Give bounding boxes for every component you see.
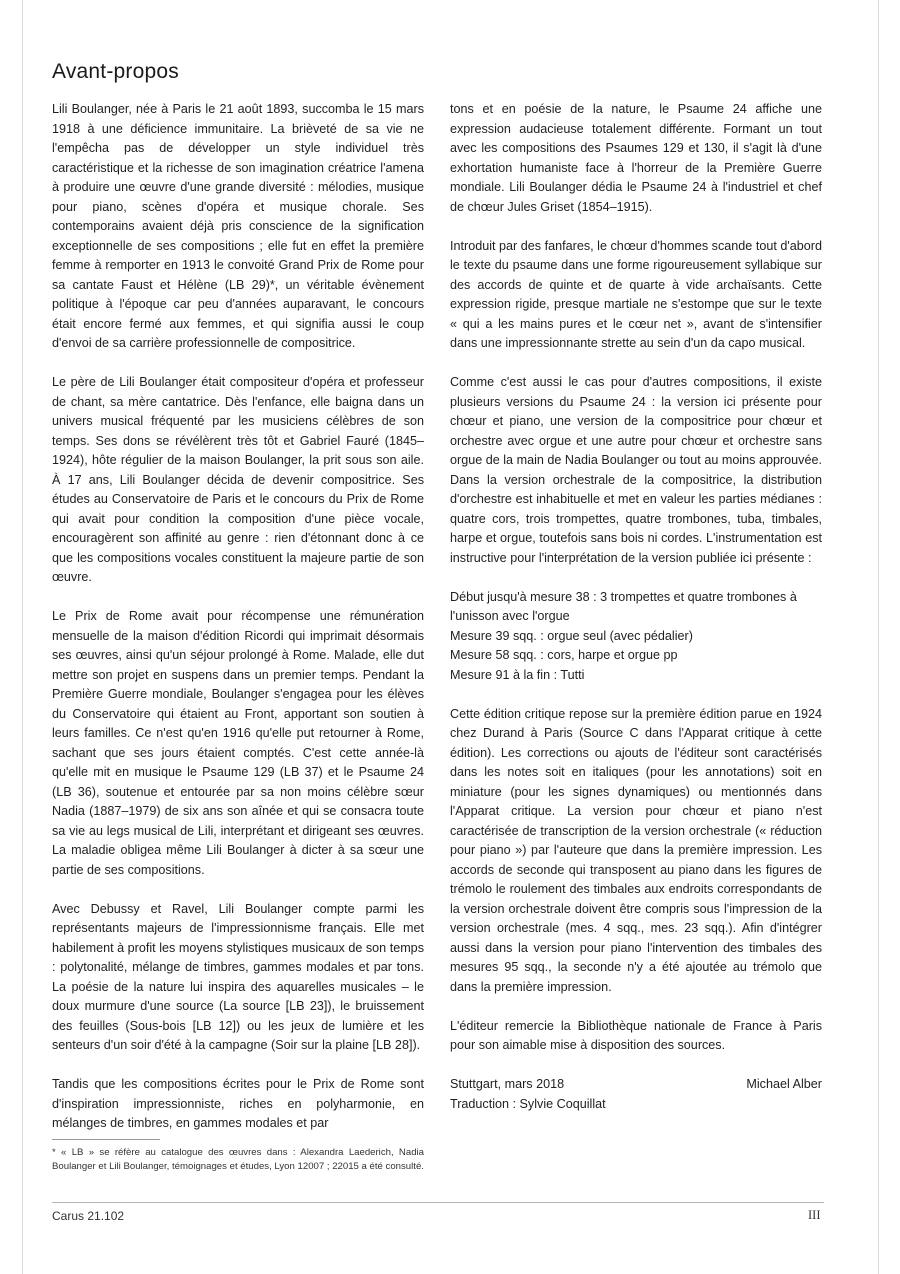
instrumentation-item: Mesure 39 sqq. : orgue seul (avec pédalier) [450, 628, 693, 643]
paragraph-versions: Comme c'est aussi le cas pour d'autres compositions, il existe plusieurs versions du Psaume 24 : la version ici présente pour chœur et piano, une version de la compositrice pour chœur et orchestre avec orgue et une autre pour chœur et orchestre sans orgue de la main de Nadia Boulanger ou tout au moins approuvée. Dans la version orchestrale de la compositrice, la distribution d'orchestre est inhabituelle et met en valeur les parties médianes : quatre cors, trois trompettes, quatre trombones, tuba, timbales, harpe et orgue, toutefois sans bois ni cordes. L'instrumentation est instructive pour l'interprétation de la version publiée ici présente : [450, 375, 822, 565]
footnote-rule [52, 1139, 160, 1140]
paragraph-acknowledgement: L'éditeur remercie la Bibliothèque nationale de France à Paris pour son aimable mise à disposition des sources. [450, 1018, 822, 1052]
paragraph-psaume-24: tons et en poésie de la nature, le Psaume 24 affiche une expression audacieuse totalement différente. Formant un tout avec les compositions des Psaumes 129 et 130, il s'agit là d'une exhortation humaniste face à l'horreur de la Première Guerre mondiale. Lili Boulanger dédia le Psaume 24 à l'industriel et chef de chœur Jules Griset (1854–1915). [450, 102, 822, 214]
signature-place-date: Stuttgart, mars 2018 [450, 1077, 565, 1091]
footer-publisher: Carus 21.102 [52, 1209, 125, 1223]
footnote: * « LB » se réfère au catalogue des œuvres dans : Alexandra Laederich, Nadia Boulanger et Lili Boulanger, témoignages et études, Lyon 12007 ; 22015 a été consulté. [52, 1147, 424, 1172]
page-title: Avant-propos [52, 60, 179, 83]
footer-rule [52, 1202, 824, 1203]
paragraph-biography: Lili Boulanger, née à Paris le 21 août 1893, succomba le 15 mars 1918 à une déficience immunitaire. La brièveté de sa vie ne l'empêcha pas de développer un style individuel très caractéristique et la richesse de son imagination créatrice l'amena à produire une œuvre d'une grande diversité : mélodies, musique pour piano, scènes d'opéra et musique chorale. Ses contemporains avaient déjà pris conscience de la signification exceptionnelle de ses compositions ; elle fut en effet la première femme à remporter en 1913 le convoité Grand Prix de Rome pour sa cantate Faust et Hélène (LB 29)*, un véritable évènement politique à l'époque car peu d'années auparavant, le concours était encore fermé aux femmes, et qui signifia aussi le coup d'envoi de sa carrière professionnelle de compositrice. [52, 102, 424, 350]
paragraph-fanfares: Introduit par des fanfares, le chœur d'hommes scande tout d'abord le texte du psaume dans une forme rigoureusement syllabique sur des accords de quinte et de quarte à vide archaïsants. Cette expression rigide, presque martiale ne s'estompe que sur le texte « qui a les mains pures et le cœur net », avant de s'intensifier dans une impressionnante strette au sein d'un da capo musical. [450, 238, 822, 350]
right-column [450, 100, 822, 1114]
page-border-right [878, 0, 879, 1274]
paragraph-family: Le père de Lili Boulanger était compositeur d'opéra et professeur de chant, sa mère cantatrice. Dès l'enfance, elle baigna dans un univers musical fréquenté par les musiciens célèbres de son temps. Ses dons se révélèrent très tôt et Gabriel Fauré (1845–1924), hôte régulier de la maison Boulanger, la prit sous son aile. À 17 ans, Lili Boulanger décida de devenir compositrice. Ses études au Conservatoire de Paris et le concours du Prix de Rome qui avait pour condition la composition d'une pièce vocale, encouragèrent son affinité au genre : rien d'étonnant donc à ce que les compositions vocales constituent la majeure partie de son œuvre. [52, 375, 424, 584]
translation-credit: Traduction : Sylvie Coquillat [450, 1096, 606, 1111]
paragraph-impressionism: Avec Debussy et Ravel, Lili Boulanger compte parmi les représentants majeurs de l'impressionnisme français. Elle met habilement à profit les moyens stylistiques musicaux de son temps : polytonalité, mélange de timbres, gammes modales et par tons. La poésie de la nature lui inspira des aquarelles musicales – le doux murmure d'une source (La source [LB 23]), le bruissement des feuilles (Sous-bois [LB 12]) ou les jeux de lumière et les senteurs d'un soir d'été à la campagne (Soir sur la plaine [LB 28]). [52, 901, 424, 1052]
instrumentation-list [450, 588, 822, 686]
paragraph-psaume-intro: Tandis que les compositions écrites pour le Prix de Rome sont d'inspiration impressionniste, riches en polyharmonie, en mélanges de timbres, en gammes modales et par [52, 1077, 424, 1130]
left-column [52, 100, 424, 1134]
instrumentation-item: Mesure 58 sqq. : cors, harpe et orgue pp [450, 648, 678, 662]
page-number: III [808, 1208, 821, 1222]
signature-line [450, 1075, 822, 1095]
instrumentation-item: Mesure 91 à la fin : Tutti [450, 667, 585, 682]
paragraph-prix-de-rome: Le Prix de Rome avait pour récompense une rémunération mensuelle de la maison d'édition Ricordi qui imprimait désormais ses œuvres, ainsi qu'un séjour prolongé à Rome. Malade, elle dut mettre son projet en suspens dans un premier temps. Pendant la Première Guerre mondiale, Boulanger s'engagea pour les élèves du Conservatoire qui étaient au Front, apportant son soutien à leurs familles. Ce n'est qu'en 1916 qu'elle put retourner à Rome, sachant que ses jours étaient comptés. C'est cette année-là qu'elle mit en musique le Psaume 129 (LB 37) et le Psaume 24 (LB 36), soutenue et entourée par sa non moins célèbre sœur Nadia (1887–1979) de six ans son aînée et qui se consacra toute sa vie au legs musical de Lili, interprétant et dirigeant ses œuvres. La maladie obligea même Lili Boulanger à dicter à sa sœur une partie de ses compositions. [52, 609, 424, 877]
instrumentation-item: Début jusqu'à mesure 38 : 3 trompettes et quatre trombones à l'unisson avec l'orgue [450, 589, 797, 623]
signature-author: Michael Alber [746, 1077, 822, 1091]
paragraph-critical-edition: Cette édition critique repose sur la première édition parue en 1924 chez Durand à Paris (Source C dans l'Apparat critique à cette édition). Les corrections ou ajouts de l'éditeur sont caractérisés dans les notes soit en italiques (pour les annotations) soit en miniature (pour les signes dynamiques) ou mentionnés dans l'Apparat critique. La version pour chœur et piano n'est caractérisée de transcription de la version orchestrale (« réduction pour piano ») par l'auteure que dans la première impression. Les accords de seconde qui transposent au piano dans les figures de trémolo le roulement des timbales aux endroits correspondants de la version orchestrale doivent être compris sous l'impression de la version orchestrale (mes. 4 sqq., mes. 23 sqq.). Afin d'intégrer aussi dans la version pour piano l'intervention des timbales des mesures 95 sqq., la seconde n'y a été ajoutée au trémolo que dans la première impression. [450, 706, 822, 994]
page-border-left [22, 0, 23, 1274]
